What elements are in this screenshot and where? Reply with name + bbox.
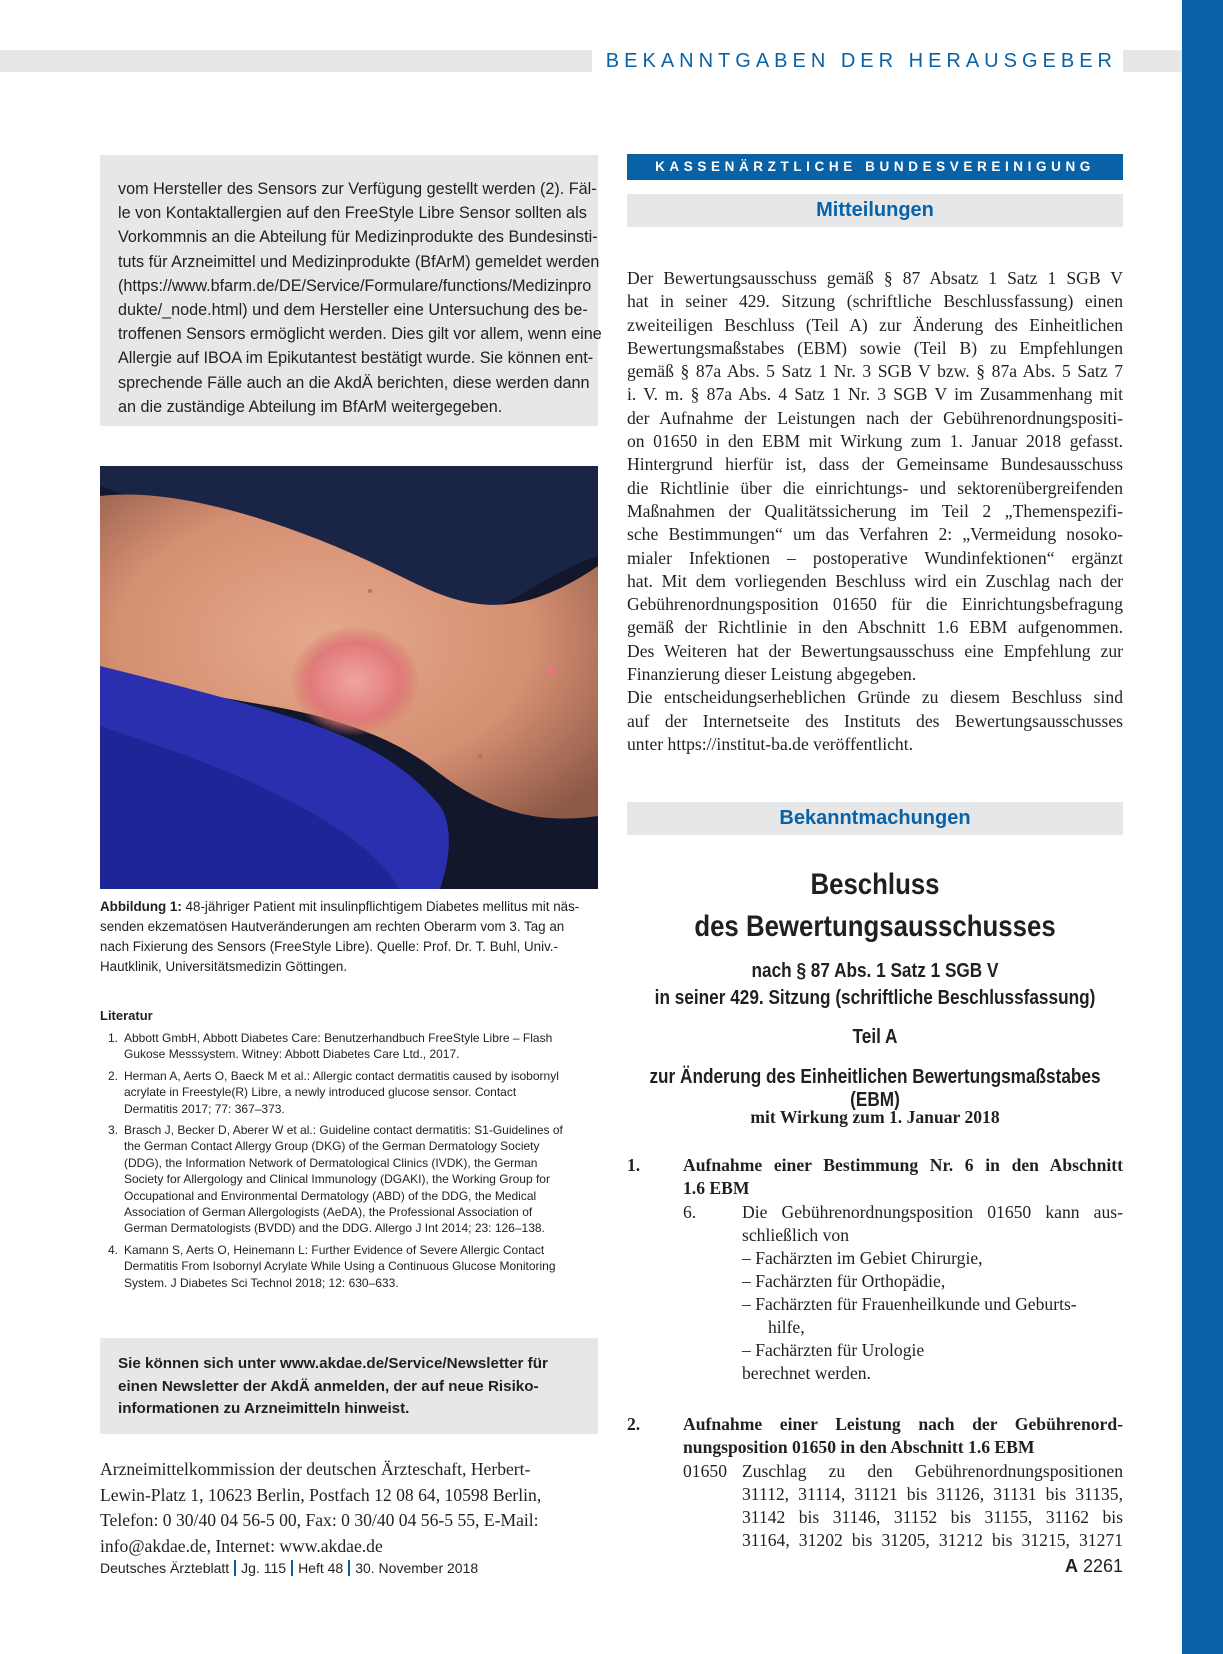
info-box bbox=[100, 155, 602, 426]
body-line: on 01650 in den EBM mit Wirkung zum 1. Januar 2018 gefasst. bbox=[627, 431, 1123, 452]
newsletter-line: Sie können sich unter www.akdae.de/Service/Newsletter für bbox=[118, 1355, 548, 1372]
item-end-line: berechnet werden. bbox=[742, 1363, 871, 1383]
info-line: an die zuständige Abteilung im BfArM weitergegeben. bbox=[118, 397, 503, 416]
page-value: 2261 bbox=[1082, 1556, 1123, 1576]
info-line: Vorkommnis an die Abteilung für Medizinprodukte des Bundesinsti- bbox=[118, 228, 598, 247]
literature-line: Society for Allergology and Clinical Immunology (DGAKI), the Working Group for bbox=[124, 1172, 550, 1187]
literature-list bbox=[100, 1030, 600, 1296]
literature-line: Gukose Messsystem. Witney: Abbott Diabetes Care Ltd., 2017. bbox=[124, 1047, 460, 1062]
page-number bbox=[1065, 1556, 1123, 1577]
info-line: sprechende Fälle auch an die AkdÄ berichten, diese werden dann bbox=[118, 373, 590, 392]
body-line: gemäß § 87a Abs. 5 Satz 1 Nr. 3 SGB V bzw. § 87a Abs. 5 Satz 7 bbox=[627, 361, 1123, 382]
item-title-line: nungsposition 01650 in den Abschnitt 1.6 EBM bbox=[683, 1437, 1035, 1457]
body-line: Gebührenordnungsposition 01650 für die Einrichtungsbefragung bbox=[627, 594, 1123, 615]
literature-line: Brasch J, Becker D, Aberer W et al.: Guideline contact dermatitis: S1-Guidelines of bbox=[124, 1123, 563, 1138]
info-line: (https://www.bfarm.de/DE/Service/Formulare/functions/Medizinpro bbox=[118, 276, 592, 295]
address-line: Lewin-Platz 1, 10623 Berlin, Postfach 12 08 64, 10598 Berlin, bbox=[100, 1484, 542, 1505]
body-line: Des Weiteren hat der Bewertungsausschuss eine Empfehlung zur bbox=[627, 640, 1123, 661]
dash-item: – Fachärzten für Orthopädie, bbox=[742, 1271, 946, 1291]
gop-line: 31142 bis 31146, 31152 bis 31155, 31162 bis bbox=[742, 1507, 1123, 1527]
arm-illustration bbox=[100, 466, 598, 889]
literature-line: Herman A, Aerts O, Baeck M et al.: Allergic contact dermatitis caused by isobornyl bbox=[124, 1068, 559, 1083]
journal-date: 30. November 2018 bbox=[355, 1560, 479, 1576]
footer-citation bbox=[100, 1560, 478, 1576]
dash-item: – Fachärzten im Gebiet Chirurgie, bbox=[742, 1248, 983, 1268]
sub-line: Die Gebührenordnungsposition 01650 kann aus- bbox=[742, 1202, 1123, 1222]
teil-label: Teil A bbox=[852, 1026, 898, 1048]
body-line: Bewertungsmaßstabes (EBM) sowie (Teil B) zu Empfehlungen bbox=[627, 337, 1123, 358]
mitteilungen-body bbox=[627, 267, 1123, 756]
literature-item bbox=[100, 1122, 600, 1237]
bekanntmachungen-heading: Bekanntmachungen bbox=[627, 802, 1123, 835]
literature-line: the German Contact Allergy Group (DKG) of the German Dermatology Society bbox=[124, 1139, 540, 1154]
journal-volume: Jg. 115 bbox=[241, 1560, 287, 1576]
info-line: tuts für Arzneimittel und Medizinprodukte (BfArM) gemeldet werden bbox=[118, 252, 600, 271]
literature-line: German Dermatologists (BVDD) and the DDG. Allergo J Int 2014; 23: 126–138. bbox=[124, 1221, 545, 1236]
caption-line: Hautklinik, Universitätsmedizin Göttingen. bbox=[100, 959, 348, 974]
wirkung-line: mit Wirkung zum 1. Januar 2018 bbox=[750, 1107, 1000, 1127]
info-line: le von Kontaktallergien auf den FreeStyle Libre Sensor sollten als bbox=[118, 204, 587, 223]
item-number: 2. bbox=[627, 1414, 641, 1434]
mitteilungen-heading: Mitteilungen bbox=[627, 194, 1123, 227]
dash-item: – Fachärzten für Urologie bbox=[742, 1340, 925, 1360]
item-title-line: Aufnahme einer Bestimmung Nr. 6 in den Abschnitt bbox=[683, 1155, 1123, 1175]
literature-item bbox=[100, 1242, 600, 1291]
body-line: auf der Internetseite des Instituts des Bewertungsausschusses bbox=[627, 710, 1123, 731]
body-line: Hintergrund hierfür ist, dass der Gemeinsame Bundesausschuss bbox=[627, 454, 1123, 475]
literature-line: Dermatitis From Isobornyl Acrylate While Using a Continuous Glucose Monitoring bbox=[124, 1259, 556, 1274]
aenderung-line: zur Änderung des Einheitlichen Bewertungsmaßstabes (EBM) bbox=[649, 1066, 1101, 1111]
caption-line: nach Fixierung des Sensors (FreeStyle Libre). Quelle: Prof. Dr. T. Buhl, Univ.- bbox=[100, 939, 558, 954]
body-line: hat in seiner 429. Sitzung (schriftliche Beschlussfassung) einen bbox=[627, 291, 1123, 312]
body-line: die Richtlinie über die einrichtungs- und sektorenübergreifenden bbox=[627, 477, 1123, 498]
gop-line: Zuschlag zu den Gebührenordnungspositionen bbox=[742, 1461, 1123, 1481]
literature-number: 3. bbox=[108, 1123, 119, 1138]
item-number: 1. bbox=[627, 1155, 641, 1175]
newsletter-line: einen Newsletter der AkdÄ anmelden, der auf neue Risiko- bbox=[118, 1377, 539, 1395]
footer-separator bbox=[348, 1560, 350, 1576]
footer-separator bbox=[291, 1560, 293, 1576]
sub-number: 6. bbox=[683, 1202, 697, 1222]
body-line: der Aufnahme der Leistungen nach der Gebührenordnungspositi- bbox=[627, 407, 1123, 428]
literature-line: Abbott GmbH, Abbott Diabetes Care: Benutzerhandbuch FreeStyle Libre – Flash bbox=[124, 1031, 553, 1045]
body-line: hat. Mit dem vorliegenden Beschluss wird ein Zuschlag nach der bbox=[627, 570, 1123, 591]
body-line: zweiteiligen Beschluss (Teil A) zur Änderung des Einheitlichen bbox=[627, 314, 1123, 335]
literature-line: System. J Diabetes Sci Technol 2018; 12: 630–633. bbox=[124, 1275, 399, 1290]
body-line: Der Bewertungsausschuss gemäß § 87 Absatz 1 Satz 1 SGB V bbox=[627, 268, 1123, 288]
body-line: Maßnahmen der Qualitätssicherung im Teil 2 „Themenspezifi- bbox=[627, 500, 1123, 521]
dash-item-cont: hilfe, bbox=[768, 1317, 805, 1337]
literature-item bbox=[100, 1068, 600, 1117]
body-line: sche Bestimmungen“ um das Verfahren 2: „Vermeidung nosoko- bbox=[627, 524, 1123, 545]
subtitle-line: in seiner 429. Sitzung (schriftliche Beschlussfassung) bbox=[654, 987, 1096, 1009]
figure-caption bbox=[100, 897, 600, 977]
dash-item: – Fachärzten für Frauenheilkunde und Geburts- bbox=[742, 1294, 1077, 1314]
caption-line: 48-jähriger Patient mit insulinpflichtigem Diabetes mellitus mit näs- bbox=[181, 899, 580, 914]
body-line: mialer Infektionen – postoperative Wundinfektionen“ ergänzt bbox=[627, 547, 1123, 568]
item-title-line: Aufnahme einer Leistung nach der Gebührenord- bbox=[683, 1414, 1123, 1434]
address-line: info@akdae.de, Internet: www.akdae.de bbox=[100, 1535, 383, 1556]
body-line: Die entscheidungserheblichen Gründe zu diesem Beschluss sind bbox=[627, 687, 1123, 708]
gop-line: 31112, 31114, 31121 bis 31126, 31131 bis 31135, bbox=[742, 1484, 1123, 1504]
info-line: dukte/_node.html) und dem Hersteller eine Untersuchung des be- bbox=[118, 301, 588, 320]
info-line: vom Hersteller des Sensors zur Verfügung gestellt werden (2). Fäl- bbox=[118, 180, 597, 198]
body-line: i. V. m. § 87a Abs. 4 Satz 1 Nr. 3 SGB V im Zusammenhang mit bbox=[627, 384, 1123, 405]
literature-number: 1. bbox=[108, 1031, 119, 1045]
journal-issue: Heft 48 bbox=[298, 1560, 344, 1576]
beschluss-title-line: des Bewertungsausschusses bbox=[694, 910, 1056, 943]
subtitle-line: nach § 87 Abs. 1 Satz 1 SGB V bbox=[751, 960, 999, 982]
beschluss-title-line: Beschluss bbox=[810, 868, 940, 901]
figure-label: Abbildung 1: bbox=[100, 899, 182, 914]
right-margin-bar bbox=[1182, 0, 1223, 1654]
body-line: Finanzierung dieser Leistung abgegeben. bbox=[627, 664, 917, 685]
caption-line: senden ekzematösen Hautveränderungen am rechten Oberarm vom 3. Tag an bbox=[100, 919, 565, 934]
journal-name: Deutsches Ärzteblatt bbox=[100, 1560, 230, 1576]
sub-line: schließlich von bbox=[742, 1225, 850, 1245]
page-prefix: A bbox=[1064, 1556, 1078, 1576]
body-line: gemäß der Richtlinie in den Abschnitt 1.6 EBM aufgenommen. bbox=[627, 617, 1123, 638]
info-line: Allergie auf IBOA im Epikutantest bestätigt wurde. Sie können ent- bbox=[118, 349, 594, 368]
literature-line: acrylate in Freestyle(R) Libre, a newly introduced glucose sensor. Contact bbox=[124, 1085, 517, 1100]
newsletter-box bbox=[100, 1338, 598, 1434]
body-line: unter https://institut-ba.de veröffentlicht. bbox=[627, 733, 914, 754]
literature-line: Kamann S, Aerts O, Heinemann L: Further Evidence of Severe Allergic Contact bbox=[124, 1242, 545, 1257]
literature-item bbox=[100, 1030, 600, 1063]
kbv-banner: KASSENÄRZTLICHE BUNDESVEREINIGUNG bbox=[627, 154, 1123, 180]
info-line: troffenen Sensors ermöglicht werden. Dies gilt vor allem, wenn eine bbox=[118, 325, 602, 344]
footer-separator bbox=[234, 1560, 236, 1576]
item-title-line: 1.6 EBM bbox=[683, 1178, 750, 1198]
literature-number: 2. bbox=[108, 1068, 119, 1083]
beschluss-item-1 bbox=[627, 1154, 1123, 1384]
literature-line: Occupational and Environmental Dermatology (ABD) of the DDG, the Medical bbox=[124, 1188, 537, 1203]
beschluss-title bbox=[662, 864, 1089, 948]
address-line: Arzneimittelkommission der deutschen Ärzteschaft, Herbert- bbox=[100, 1459, 531, 1479]
beschluss-subtitle bbox=[639, 958, 1112, 1012]
literature-title: Literatur bbox=[100, 1008, 153, 1023]
clinical-photo bbox=[100, 466, 598, 889]
gop-code: 01650 bbox=[683, 1461, 727, 1481]
gop-line: 31164, 31202 bis 31205, 31212 bis 31215, 31271 bbox=[742, 1530, 1123, 1550]
newsletter-line: informationen zu Arzneimitteln hinweist. bbox=[118, 1400, 410, 1418]
literature-number: 4. bbox=[108, 1242, 119, 1257]
section-header-title: BEKANNTGABEN DER HERAUSGEBER bbox=[592, 49, 1123, 73]
literature-line: Association of German Allergologists (AeDA), the Professional Association of bbox=[124, 1205, 533, 1220]
akdae-address bbox=[100, 1457, 598, 1559]
literature-line: Dermatitis 2017; 77: 367–373. bbox=[124, 1101, 285, 1116]
address-line: Telefon: 0 30/40 04 56-5 00, Fax: 0 30/40 04 56-5 55, E-Mail: bbox=[100, 1510, 539, 1531]
beschluss-item-2 bbox=[627, 1413, 1123, 1553]
literature-line: (DDG), the Information Network of Dermatological Clinics (IVDK), the German bbox=[124, 1155, 538, 1170]
